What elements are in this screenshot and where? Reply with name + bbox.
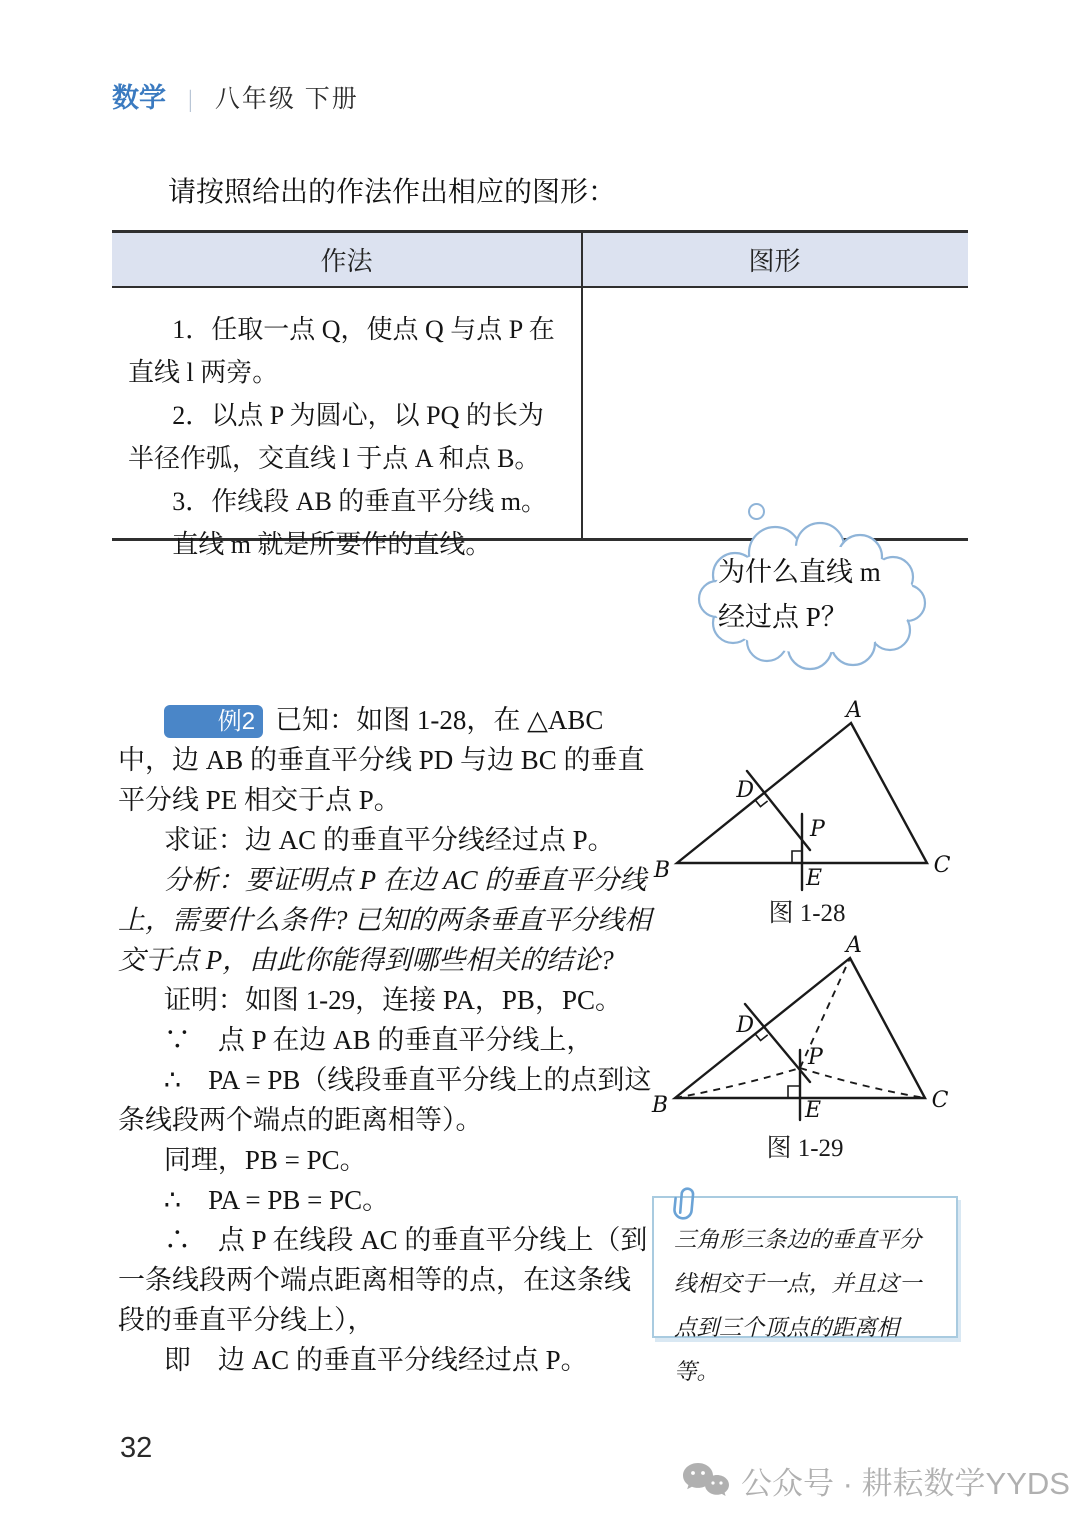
proof-conclusion: 即 边 AC 的垂直平分线经过点 P。 xyxy=(163,1345,588,1375)
note-box xyxy=(652,1196,958,1384)
vertex-label-c: C xyxy=(933,853,951,878)
intro-text: 请按照给出的作法作出相应的图形： xyxy=(168,177,617,208)
vertex-label-a: A xyxy=(846,698,862,723)
vertex-label-b: B xyxy=(651,1093,669,1118)
figure-column-header: 图形 xyxy=(748,247,801,276)
step-paragraph: 直线 m 就是所要作的直线。 xyxy=(172,530,492,559)
table-column-divider xyxy=(581,230,583,541)
right-angle-mark-e xyxy=(788,1086,800,1098)
subject-label: 数学 xyxy=(112,83,166,113)
point-label-p: P xyxy=(810,817,825,842)
given-text: 已知：如图 1-28，在 △ABC 中，边 AB 的垂直平分线 PD 与边 BC 的垂直平分线 PE 相交于点 P。 xyxy=(118,705,645,815)
note-text: 三角形三条边的垂直平分线相交于一点，并且这一点到三个顶点的距离相等。 xyxy=(674,1227,922,1384)
vertex-label-b: B xyxy=(653,858,671,883)
right-angle-mark-e xyxy=(792,851,802,863)
point-label-e: E xyxy=(805,1098,822,1123)
right-angle-mark-d xyxy=(755,1034,768,1041)
point-label-d: D xyxy=(736,1013,754,1038)
analysis-paragraph: 分析：要证明点 P 在边 AC 的垂直平分线上，需要什么条件? 已知的两条垂直平分线相交于点 P，由此你能得到哪些相关的结论? xyxy=(118,865,652,975)
method-column-header: 作法 xyxy=(320,247,373,276)
point-label-e: E xyxy=(806,866,823,891)
proof-step-similarly: 同理，PB = PC。 xyxy=(163,1145,367,1175)
bubble-text-line1: 为什么直线 m xyxy=(718,557,881,587)
given-paragraph xyxy=(118,700,655,820)
proof-intro-paragraph: 证明：如图 1-29，连接 PA，PB，PC。 xyxy=(163,985,622,1015)
header-divider: | xyxy=(188,87,193,113)
step-paragraph: 1．任取一点 Q，使点 Q 与点 P 在直线 l 两旁。 xyxy=(128,315,555,387)
step-paragraph: 3．作线段 AB 的垂直平分线 m。 xyxy=(172,487,548,516)
table-body-row xyxy=(112,288,968,559)
proof-step-therefore-3: ∴ 点 P 在线段 AC 的垂直平分线上（到一条线段两个端点距离相等的点，在这条线段的垂直平分线上）， xyxy=(118,1225,648,1335)
watermark-text: 公众号 · 耕耘数学YYDS xyxy=(741,1466,1070,1501)
example-badge: 例2 xyxy=(164,705,263,738)
vertex-label-a: A xyxy=(846,933,862,958)
point-label-p: P xyxy=(808,1045,823,1070)
bubble-text-line2: 经过点 P？ xyxy=(718,602,848,632)
page-number: 32 xyxy=(120,1432,153,1464)
proof-step-therefore-2: ∴ PA = PB = PC。 xyxy=(163,1185,390,1215)
figure-1-29 xyxy=(640,928,1000,1168)
prove-paragraph: 求证：边 AC 的垂直平分线经过点 P。 xyxy=(163,825,615,855)
point-label-d: D xyxy=(736,778,754,803)
page-header xyxy=(112,76,359,115)
right-angle-mark-d xyxy=(755,800,768,807)
step-paragraph: 2．以点 P 为圆心，以 PQ 的长为半径作弧，交直线 l 于点 A 和点 B。 xyxy=(128,401,544,473)
paperclip-icon xyxy=(672,1182,702,1222)
proof-step-therefore-1: ∴ PA = PB（线段垂直平分线上的点到这条线段两个端点的距离相等）。 xyxy=(118,1065,652,1135)
method-cell xyxy=(112,288,581,559)
bubble-text xyxy=(718,550,881,640)
proof-step-because: ∵ 点 P 在边 AB 的垂直平分线上， xyxy=(163,1025,594,1055)
wechat-icon xyxy=(681,1461,731,1501)
footer-watermark xyxy=(681,1458,1070,1503)
construction-table xyxy=(112,230,968,559)
figure-1-29-caption: 图 1-29 xyxy=(766,1135,844,1162)
figure-1-28 xyxy=(640,693,1000,928)
vertex-label-c: C xyxy=(931,1088,949,1113)
grade-volume-label: 八年级 下册 xyxy=(214,85,359,113)
figure-1-28-caption: 图 1-28 xyxy=(768,900,846,927)
dashed-segment-pc xyxy=(800,1068,925,1098)
example-2-block xyxy=(118,700,655,1380)
figure-cell-empty xyxy=(581,288,968,538)
table-header-row xyxy=(112,230,968,288)
